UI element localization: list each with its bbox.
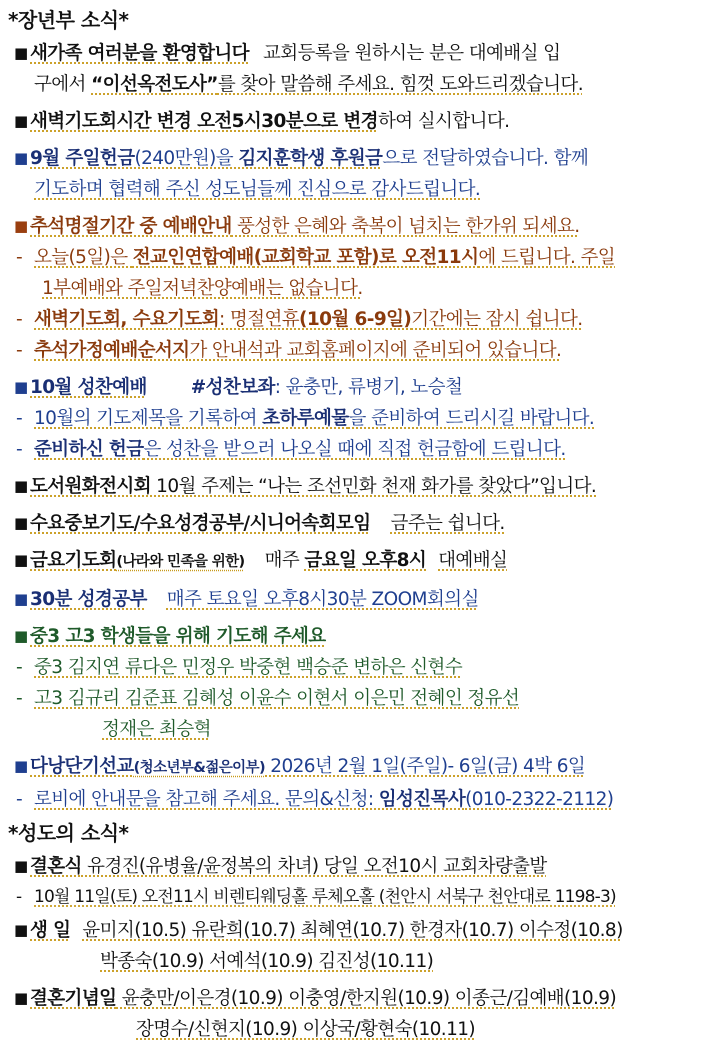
bullet-icon: ■ — [14, 857, 28, 875]
bullet-icon: ■ — [14, 757, 28, 775]
chuseok-prayer-meetings: 새벽기도회, 수요기도회 — [34, 309, 219, 330]
item-welcome-line2 — [8, 69, 711, 100]
friday-place: 대예배실 — [438, 550, 508, 571]
danang-contact-text: 로비에 안내문을 참고해 주세요. 문의&신청: — [34, 789, 379, 810]
library-title: 도서원화전시회 — [30, 476, 151, 497]
dash-marker: - — [16, 789, 23, 810]
bullet-icon: ■ — [14, 477, 28, 495]
october-title: 10월 성찬예배 — [30, 377, 147, 398]
item-anniversary-line2 — [8, 1014, 711, 1045]
bullet-icon: ■ — [14, 149, 28, 167]
chuseok-family-worship: 추석가정예배순서지 — [34, 340, 190, 361]
october-offering: 초하루예물 — [262, 408, 349, 429]
bullet-icon: ■ — [14, 551, 28, 569]
item-chuseok-sub2 — [8, 304, 711, 335]
item-chuseok-sub3 — [8, 335, 711, 366]
friday-title: 금요기도회 — [30, 550, 117, 571]
chuseok-joint-service: 전교인연합예배 — [132, 247, 254, 268]
item-birthday-line2 — [8, 946, 711, 977]
october-prepared: 준비하신 헌금 — [34, 439, 144, 460]
prayer-title: 중3 고3 학생들을 위해 기도해 주세요 — [30, 626, 326, 647]
item-offering — [8, 143, 711, 174]
anniversary-names: 윤충만/이은경(10.9) 이충영/한지원(10.9) 이종근/김예배(10.9) — [116, 988, 617, 1009]
offering-amount: (240만원)을 — [134, 148, 239, 169]
item-offering-line2 — [8, 174, 711, 205]
wedding-text: 유경진(유병율/윤정복의 차녀) 당일 오전10시 교회차량출발 — [81, 856, 547, 877]
item-chuseok — [8, 211, 711, 242]
chuseok-holiday: : 명절연휴 — [218, 309, 299, 330]
item-anniversary — [8, 983, 711, 1014]
item-october-sub1 — [8, 403, 711, 434]
library-text: 10월 주제는 “나는 조선민화 천재 화가를 찾았다”입니다. — [150, 476, 597, 497]
bullet-icon: ■ — [14, 989, 28, 1007]
item-october-sub2 — [8, 434, 711, 465]
chuseok-title: 추석명절기간 중 예배안내 — [30, 216, 232, 237]
item-prayer — [8, 621, 711, 652]
bullet-icon: ■ — [14, 217, 28, 235]
friday-subtitle: (나라와 민족을 위한) — [116, 554, 245, 570]
dash-marker: - — [16, 340, 23, 361]
bible30-text: 매주 토요일 오후8시30분 ZOOM회의실 — [166, 589, 479, 610]
chuseok-rest: 기간에는 잠시 쉽니다. — [411, 309, 583, 330]
welcome-contact: “이선옥전도사” — [91, 74, 218, 95]
welcome-title: 새가족 여러분을 환영합니다 — [30, 43, 249, 64]
prayer-middle3-names: 중3 김지연 류다은 민정우 박중현 백승준 변하은 신현수 — [34, 657, 463, 678]
chuseok-holiday-dates: (10월 6-9일) — [298, 309, 412, 330]
dash-marker: - — [16, 439, 23, 460]
birthday-names2: 박종숙(10.9) 서예석(10.9) 김진성(10.11) — [100, 951, 434, 972]
prayer-high3-names: 고3 김규리 김준표 김혜성 이윤수 이현서 이은민 전혜인 정유선 — [34, 688, 520, 709]
item-prayer-m3 — [8, 652, 711, 683]
bullet-icon: ■ — [14, 378, 28, 396]
danang-subtitle: (청소년부&젊은이부) — [133, 760, 265, 776]
item-bible30 — [8, 584, 711, 615]
bullet-icon: ■ — [14, 627, 28, 645]
danang-title: 다낭단기선교 — [30, 756, 134, 777]
wednesday-title: 수요중보기도/수요성경공부/시니어속회모임 — [30, 513, 371, 534]
wednesday-text: 금주는 쉽니다. — [390, 513, 505, 534]
dash-marker: - — [16, 309, 23, 330]
dash-marker: - — [16, 887, 22, 907]
bible30-title: 30분 성경공부 — [30, 589, 147, 610]
welcome-text: 교회등록을 원하시는 분은 대예배실 입 — [262, 43, 561, 64]
item-chuseok-sub1b — [8, 273, 711, 304]
item-birthday — [8, 915, 711, 946]
friday-every: 매주 — [264, 550, 305, 571]
bullet-icon: ■ — [14, 44, 28, 62]
offering-thanks: 기도하며 협력해 주신 성도님들께 진심으로 감사드립니다. — [34, 179, 481, 200]
item-danang-sub — [8, 784, 711, 815]
section-title-members-news: *성도의 소식* — [8, 821, 129, 845]
birthday-names: 윤미지(10.5) 유란희(10.7) 최혜연(10.7) 한경자(10.7) 이수정(10.8) — [82, 920, 623, 941]
october-line2b: 은 성찬을 받으러 나오실 때에 직접 헌금함에 드립니다. — [143, 439, 566, 460]
wedding-detail: 10월 11일(토) 오전11시 비렌티웨딩홀 루체오홀 (천안시 서북구 천안대로 1198-3) — [34, 887, 616, 907]
danang-phone: (010-2322-2112) — [465, 789, 614, 810]
friday-time: 금요일 오후8시 — [304, 550, 427, 571]
anniversary-names2: 장명수/신현지(10.9) 이상국/황현숙(10.11) — [136, 1019, 476, 1040]
bullet-icon: ■ — [14, 112, 28, 130]
item-welcome — [8, 38, 711, 69]
birthday-title: 생 일 — [30, 920, 71, 941]
item-library — [8, 471, 711, 502]
bullet-icon: ■ — [14, 590, 28, 608]
offering-text: 으로 전달하였습니다. 함께 — [382, 148, 589, 169]
item-danang — [8, 751, 711, 784]
danang-contact-name: 임성진목사 — [378, 789, 466, 810]
prayer-high3-names2: 정재은 최승혁 — [102, 719, 211, 740]
item-wedding-detail — [8, 882, 711, 913]
chuseok-family-text: 가 안내석과 교회홈페이지에 준비되어 있습니다. — [189, 340, 562, 361]
wedding-title: 결혼식 — [30, 856, 82, 877]
danang-date: 2026년 2월 1일(주일)- 6일(금) 4박 6일 — [265, 756, 586, 777]
chuseok-joint-detail: (교회학교 포함)로 오전11시 — [253, 247, 479, 268]
section-title-adult-news: *장년부 소식* — [8, 8, 129, 32]
chuseok-line1-end: 에 드립니다. 주일 — [478, 247, 616, 268]
item-chuseok-sub1 — [8, 242, 711, 273]
october-line1a: 10월의 기도제목을 기록하여 — [34, 408, 263, 429]
item-prayer-h3 — [8, 683, 711, 714]
dawn-change-text: 하여 실시합니다. — [377, 111, 510, 132]
dash-marker: - — [16, 688, 23, 709]
item-friday — [8, 545, 711, 578]
item-october — [8, 372, 711, 403]
anniversary-title: 결혼기념일 — [30, 988, 117, 1009]
welcome-text2a: 구에서 — [34, 74, 92, 95]
offering-target: 김지훈학생 후원금 — [238, 148, 383, 169]
item-wednesday — [8, 508, 711, 539]
chuseok-no-service: 1부예배와 주일저녁찬양예배는 없습니다. — [42, 278, 363, 299]
october-host-label: #성찬보좌 — [190, 377, 275, 398]
october-host-names: : 윤충만, 류병기, 노승철 — [274, 377, 463, 398]
bullet-icon: ■ — [14, 921, 28, 939]
offering-title: 9월 주일헌금 — [30, 148, 135, 169]
item-dawn-change — [8, 106, 711, 137]
october-line1c: 을 준비하여 드리시길 바랍니다. — [348, 408, 595, 429]
chuseok-today: 오늘(5일)은 — [34, 247, 133, 268]
item-wedding — [8, 851, 711, 882]
bullet-icon: ■ — [14, 514, 28, 532]
item-prayer-h3b — [8, 714, 711, 745]
dash-marker: - — [16, 247, 23, 268]
dawn-change-title: 새벽기도회시간 변경 오전5시30분으로 변경 — [30, 111, 378, 132]
chuseok-greeting: 풍성한 은혜와 축복이 넘치는 한가위 되세요. — [231, 216, 580, 237]
welcome-text2b: 를 찾아 말씀해 주세요. 힘껏 도와드리겠습니다. — [217, 74, 583, 95]
dash-marker: - — [16, 408, 23, 429]
dash-marker: - — [16, 657, 23, 678]
